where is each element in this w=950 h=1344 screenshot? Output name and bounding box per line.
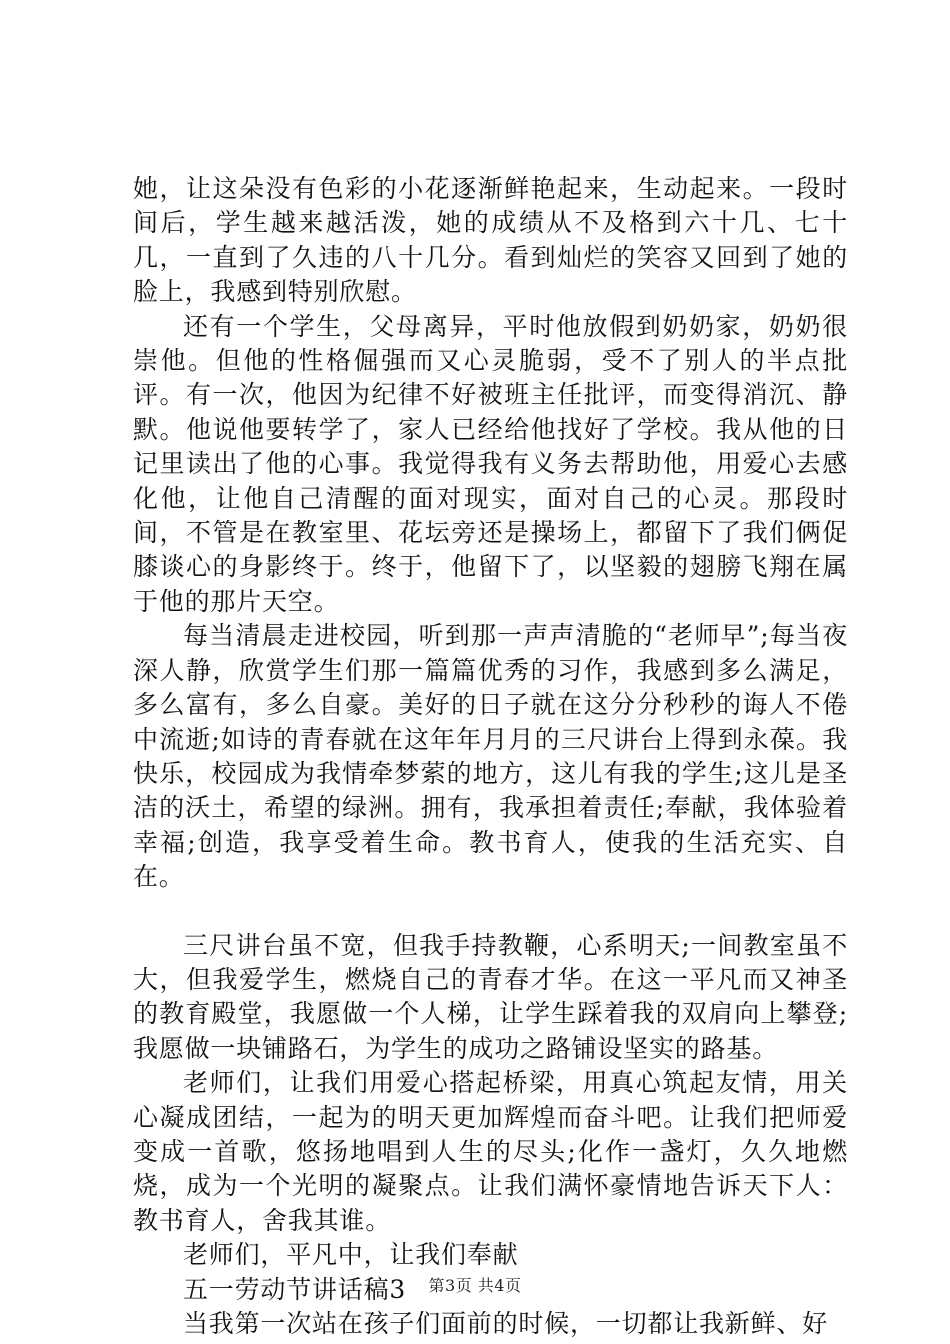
heading-line-dedication: 老师们，平凡中，让我们奉献 xyxy=(183,1240,519,1270)
page-footer: 第3页 共4页 xyxy=(428,1276,522,1295)
heading-speech-title: 五一劳动节讲话稿3 xyxy=(183,1274,407,1304)
paragraph-speech-opening: 当我第一次站在孩子们面前的时候，一切都让我新鲜、好 xyxy=(183,1309,829,1338)
paragraph-morning-campus: 每当清晨走进校园，听到那一声声清脆的“老师早”;每当夜深人静，欣赏学生们那一篇篇优秀的习作，我感到多么满足，多么富有，多么自豪。美好的日子就在这分分秒秒的诲人不倦中流逝;如诗的青春就在这年年月月的三尺讲台上得到永葆。我快乐，校园成为我情牵梦萦的地方，这儿有我的学生;这儿是圣洁的沃土，希望的绿洲。拥有，我承担着责任;奉献，我体验着幸福;创造，我享受着生命。教书育人，使我的生活充实、自在。 xyxy=(133,621,848,892)
paragraph-continuation: 她，让这朵没有色彩的小花逐渐鲜艳起来，生动起来。一段时间后，学生越来越活泼，她的成绩从不及格到六十几、七十几，一直到了久违的八十几分。看到灿烂的笑容又回到了她的脸上，我感到特别欣慰。 xyxy=(133,174,848,307)
paragraph-podium: 三尺讲台虽不宽，但我手持教鞭，心系明天;一间教室虽不大，但我爱学生，燃烧自己的青春才华。在这一平凡而又神圣的教育殿堂，我愿做一个人梯，让学生踩着我的双肩向上攀登;我愿做一块铺路石，为学生的成功之路铺设坚实的路基。 xyxy=(133,930,848,1063)
document-body xyxy=(133,172,848,1341)
paragraph-student-story: 还有一个学生，父母离异，平时他放假到奶奶家，奶奶很崇他。但他的性格倔强而又心灵脆弱，受不了别人的半点批评。有一次，他因为纪律不好被班主任批评，而变得消沉、静默。他说他要转学了，家人已经给他找好了学校。我从他的日记里读出了他的心事。我觉得我有义务去帮助他，用爱心去感化他，让他自己清醒的面对现实，面对自己的心灵。那段时间，不管是在教室里、花坛旁还是操场上，都留下了我们俩促膝谈心的身影终于。终于，他留下了，以坚毅的翅膀飞翔在属于他的那片天空。 xyxy=(133,311,848,616)
paragraph-call-to-teachers: 老师们，让我们用爱心搭起桥梁，用真心筑起友情，用关心凝成团结，一起为的明天更加辉煌而奋斗吧。让我们把师爱变成一首歌，悠扬地唱到人生的尽头;化作一盏灯，久久地燃烧，成为一个光明的凝聚点。让我们满怀豪情地告诉天下人：教书育人，舍我其谁。 xyxy=(133,1068,848,1235)
